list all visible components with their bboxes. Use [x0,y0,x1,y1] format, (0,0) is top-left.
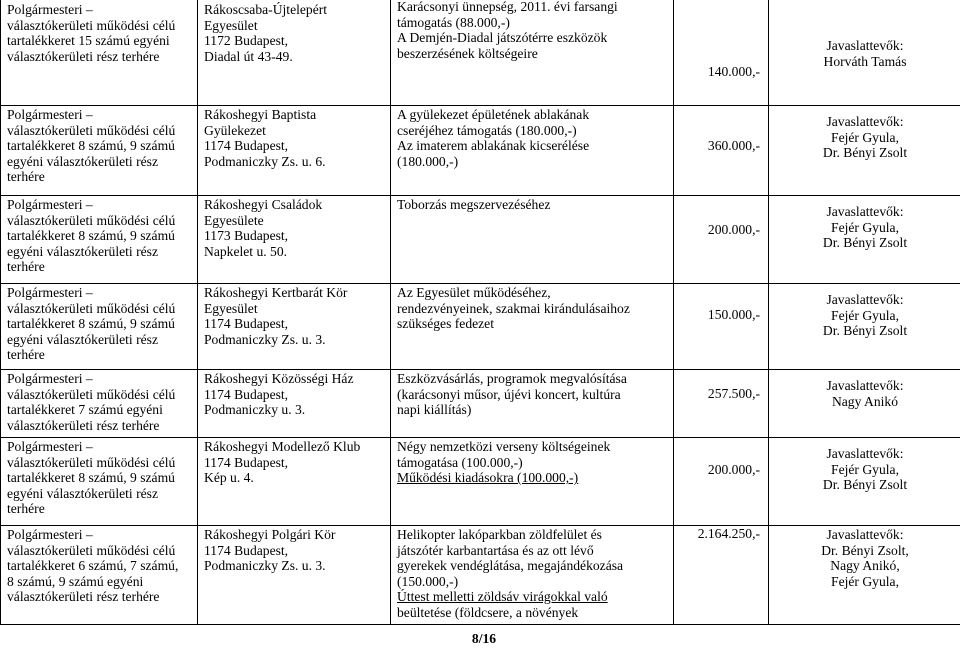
amount-value: 200.000,- [707,222,760,237]
purpose-line: játszótér karbantartása és az ott lévő [397,542,594,558]
proposer-heading: Javaslattevők: [826,114,904,129]
funding-source-cell [1,196,198,284]
proposer-heading: Javaslattevők: [826,378,904,393]
recipient-line: Rákoshegyi Családok [204,197,323,212]
funding-source-line: tartalékkeret 7 számú egyéni [7,402,163,418]
amount-value: 140.000,- [707,64,760,79]
funding-source-line: tartalékkeret 8 számú, 9 számú [7,470,175,486]
proposer-name: Fejér Gyula, [831,307,899,323]
funding-source-line: választókerületi működési célú [7,212,176,228]
recipient-line: 1172 Budapest, [204,33,289,49]
amount-cell [674,196,769,284]
purpose-line: Eszközvásárlás, programok megvalósítása [397,371,627,386]
purpose-cell [391,438,674,526]
recipient-line: Podmaniczky u. 3. [204,402,306,418]
funding-source-line: 8 számú, 9 számú egyéni [7,573,144,589]
funding-source-line: egyéni választókerületi rész [7,331,158,347]
funding-source-line: Polgármesteri – [7,371,93,386]
funding-source-line: Polgármesteri – [7,527,93,542]
recipient-line: 1173 Budapest, [204,228,289,244]
purpose-line: gyerekek vendéglátása, megajándékozása [397,558,624,574]
recipient-cell [198,0,391,106]
purpose-cell [391,284,674,370]
funding-source-line: választókerületi működési célú [7,386,176,402]
proposer-name: Dr. Bényi Zsolt [822,477,908,493]
proposer-name: Fejér Gyula, [831,573,899,589]
proposer-name: Fejér Gyula, [831,219,899,235]
purpose-cell [391,196,674,284]
proposer-heading: Javaslattevők: [826,292,904,307]
recipient-line: 1174 Budapest, [204,316,289,332]
funding-source-cell [1,526,198,625]
recipient-cell [198,106,391,196]
funding-source-line: választókerületi működési célú [7,542,176,558]
purpose-cell [391,526,674,625]
funding-source-line: Polgármesteri – [7,107,93,122]
proposer-name: Fejér Gyula, [831,461,899,477]
funding-source-line: Polgármesteri – [7,285,93,300]
purpose-cell [391,106,674,196]
proposer-name: Dr. Bényi Zsolt [822,235,908,251]
proposer-name: Dr. Bényi Zsolt [822,145,908,161]
recipient-line: Egyesület [204,300,258,316]
purpose-line: Helikopter lakóparkban zöldfelület és [397,527,602,542]
amount-cell [674,0,769,106]
purpose-line: A gyülekezet épületének ablakának [397,107,590,122]
proposer-name: Dr. Bényi Zsolt [822,323,908,339]
recipient-cell [198,438,391,526]
purpose-line: beültetése (földcsere, a növények [397,604,579,620]
proposer-cell [769,284,960,370]
proposer-heading: Javaslattevők: [826,38,904,53]
proposer-name: Nagy Anikó [831,393,899,409]
funding-source-line: terhére [7,259,45,275]
funding-source-cell [1,438,198,526]
purpose-line: Az Egyesület működéséhez, [397,285,551,300]
funding-source-cell [1,0,198,106]
recipient-line: Napkelet u. 50. [204,243,288,259]
recipient-line: Rákoscsaba-Újtelepért [204,2,328,17]
recipient-line: Rákoshegyi Polgári Kör [204,527,336,542]
purpose-line: beszerzésének költségeire [397,45,538,61]
funding-source-line: Polgármesteri – [7,2,93,17]
table-row [1,0,960,106]
purpose-line: támogatása (100.000,-) [397,454,523,470]
table-row [1,284,960,370]
recipient-line: 1174 Budapest, [204,454,289,470]
funding-source-line: választókerületi rész terhére [7,589,160,605]
funding-source-line: választókerületi működési célú [7,454,176,470]
proposer-heading: Javaslattevők: [826,204,904,219]
purpose-line: (180.000,-) [397,153,459,169]
purpose-line: Karácsonyi ünnepség, 2011. évi farsangi [397,0,618,14]
amount-value: 360.000,- [707,138,760,153]
purpose-cell [391,370,674,438]
amount-cell [674,438,769,526]
purpose-line: Négy nemzetközi verseny költségeinek [397,439,611,454]
funding-source-line: Polgármesteri – [7,197,93,212]
purpose-line: (karácsonyi műsor, újévi koncert, kultúra [397,386,621,402]
purpose-line: szükséges fedezet [397,316,494,332]
amount-cell [674,526,769,625]
recipient-line: Rákoshegyi Baptista [204,107,317,122]
proposer-cell [769,370,960,438]
recipient-line: Podmaniczky Zs. u. 3. [204,558,326,574]
funding-source-line: választókerületi rész terhére [7,48,160,64]
funding-source-cell [1,284,198,370]
recipient-line: Rákoshegyi Kertbarát Kör [204,285,348,300]
funding-source-line: tartalékkeret 8 számú, 9 számú [7,138,175,154]
proposer-cell [769,106,960,196]
funding-source-cell [1,106,198,196]
recipient-line: Kép u. 4. [204,470,254,486]
proposer-cell [769,196,960,284]
recipient-line: Gyülekezet [204,122,266,138]
purpose-line: támogatás (88.000,-) [397,14,510,30]
amount-cell [674,370,769,438]
recipient-cell [198,196,391,284]
funding-source-line: egyéni választókerületi rész [7,153,158,169]
funding-source-line: egyéni választókerületi rész [7,243,158,259]
table-row [1,526,960,625]
funding-source-line: választókerületi működési célú [7,300,176,316]
recipient-line: Podmaniczky Zs. u. 3. [204,331,326,347]
purpose-line: Úttest melletti zöldsáv virágokkal való [397,589,608,605]
proposer-heading: Javaslattevők: [826,446,904,461]
purpose-line: (150.000,-) [397,573,459,589]
funding-source-line: tartalékkeret 8 számú, 9 számú [7,316,175,332]
proposer-name: Horváth Tamás [823,53,907,69]
funding-source-line: választókerületi működési célú [7,122,176,138]
purpose-line: A Demjén-Diadal játszótérre eszközök [397,30,608,46]
funding-source-cell [1,370,198,438]
funding-source-line: terhére [7,347,45,363]
amount-cell [674,284,769,370]
purpose-line: cseréjéhez támogatás (180.000,-) [397,122,577,138]
recipient-line: Podmaniczky Zs. u. 6. [204,153,326,169]
proposer-name: Fejér Gyula, [831,129,899,145]
proposer-cell [769,526,960,625]
purpose-line: Az imaterem ablakának kicserélése [397,138,590,154]
amount-value: 150.000,- [707,307,760,322]
funding-source-line: egyéni választókerületi rész [7,485,158,501]
recipient-line: Egyesülete [204,212,264,228]
recipient-line: Rákoshegyi Közösségi Ház [204,371,354,386]
funding-source-line: tartalékkeret 6 számú, 7 számú, [7,558,179,574]
recipient-cell [198,284,391,370]
table-row [1,370,960,438]
purpose-line: napi kiállítás) [397,402,472,418]
table-row [1,106,960,196]
recipient-line: Egyesület [204,17,258,33]
proposer-heading: Javaslattevők: [826,527,904,542]
recipient-cell [198,526,391,625]
purpose-cell [391,0,674,106]
recipient-line: Diadal út 43-49. [204,48,293,64]
funding-source-line: tartalékkeret 15 számú egyéni [7,33,170,49]
amount-value: 257.500,- [707,386,760,401]
proposer-cell [769,0,960,106]
purpose-line: rendezvényeinek, szakmai kirándulásaihoz [397,300,630,316]
amount-cell [674,106,769,196]
funding-source-line: terhére [7,169,45,185]
recipient-line: 1174 Budapest, [204,138,289,154]
funding-source-line: Polgármesteri – [7,439,93,454]
amount-value: 2.164.250,- [697,526,760,541]
amount-value: 200.000,- [707,462,760,477]
funding-source-line: tartalékkeret 8 számú, 9 számú [7,228,175,244]
proposer-name: Nagy Anikó, [830,558,900,574]
recipient-cell [198,370,391,438]
funding-source-line: választókerületi rész terhére [7,417,160,433]
table-row [1,196,960,284]
proposer-cell [769,438,960,526]
proposer-name: Dr. Bényi Zsolt, [821,542,909,558]
purpose-line: Működési kiadásokra (100.000,-) [397,470,579,486]
funding-source-line: terhére [7,501,45,517]
recipient-line: 1174 Budapest, [204,542,289,558]
recipient-line: 1174 Budapest, [204,386,289,402]
recipient-line: Rákoshegyi Modellező Klub [204,439,361,454]
table-row [1,438,960,526]
purpose-line: Toborzás megszervezéséhez [397,197,551,212]
page-number: 8/16 [471,631,497,646]
funding-source-line: választókerületi működési célú [7,17,176,33]
